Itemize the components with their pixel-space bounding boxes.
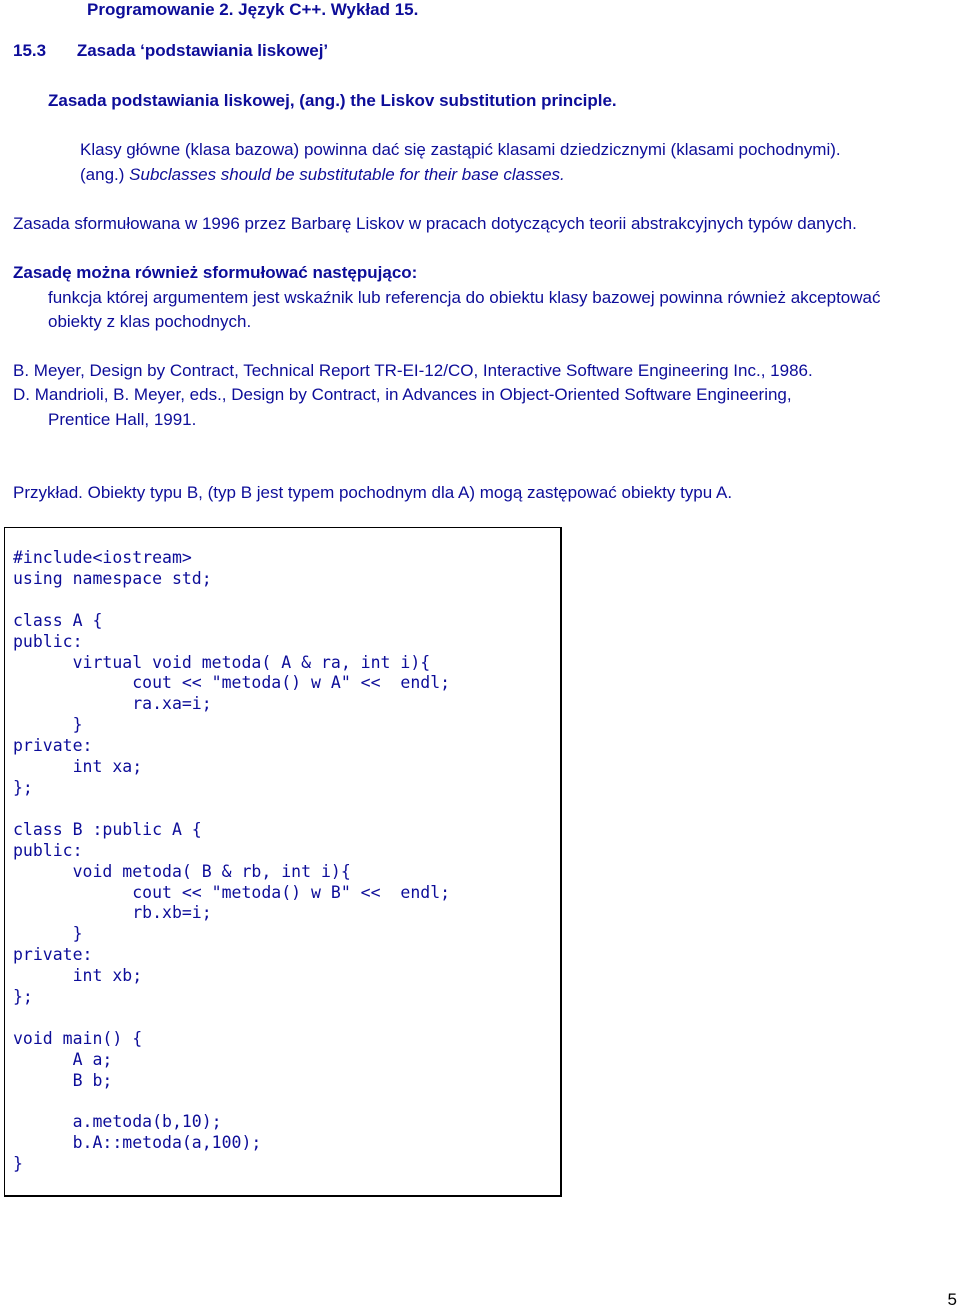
code-line: a.metoda(b,10); — [13, 1112, 222, 1132]
code-line: using namespace std; — [13, 568, 212, 588]
code-line: A a; — [13, 1049, 113, 1069]
code-line: void main() { — [13, 1028, 143, 1048]
principle-subtitle: Zasada podstawiania liskowej, (ang.) the Liskov substitution principle. — [48, 91, 617, 110]
code-listing — [13, 548, 450, 1175]
reference-2-continued: Prentice Hall, 1991. — [48, 410, 197, 429]
code-line: b.A::metoda(a,100); — [13, 1133, 262, 1153]
code-line: }; — [13, 987, 33, 1007]
paragraph-line-2 — [80, 165, 565, 185]
code-line: cout << "metoda() w A" << endl; — [13, 673, 451, 693]
code-line: int xa; — [13, 757, 143, 777]
code-line: public: — [13, 840, 83, 860]
code-line: rb.xb=i; — [13, 903, 212, 923]
example-intro: Przykład. Obiekty typu B, (typ B jest typem pochodnym dla A) mogą zastępować obiekty typu A. — [13, 483, 733, 502]
code-line: } — [13, 924, 83, 944]
ang-prefix: (ang.) — [80, 165, 125, 184]
section-title: Zasada ‘podstawiania liskowej’ — [76, 41, 329, 60]
code-line: void metoda( B & rb, int i){ — [13, 861, 351, 881]
code-line: #include<iostream> — [13, 548, 192, 567]
english-definition: Subclasses should be substitutable for their base classes. — [124, 165, 565, 184]
code-line: class B :public A { — [13, 819, 202, 839]
code-line: class A { — [13, 610, 103, 630]
code-line: int xb; — [13, 966, 143, 986]
page-header-title: Programowanie 2. Język C++. Wykład 15. — [87, 0, 419, 19]
section-heading — [13, 41, 328, 61]
reference-2: D. Mandrioli, B. Meyer, eds., Design by Contract, in Advances in Object-Oriented Software Engineering, — [13, 385, 792, 404]
paragraph-line-3: Zasada sformułowana w 1996 przez Barbarę Liskov w pracach dotyczących teorii abstrakcyjnych typów danych. — [13, 214, 857, 233]
code-line: } — [13, 715, 83, 735]
section-number: 15.3 — [13, 41, 47, 60]
code-line: cout << "metoda() w B" << endl; — [13, 882, 451, 902]
formulation-heading: Zasadę można również sformułować następująco: — [13, 263, 418, 282]
formulation-line-2: obiekty z klas pochodnych. — [48, 312, 252, 331]
reference-1: B. Meyer, Design by Contract, Technical Report TR-EI-12/CO, Interactive Software Engineering Inc., 1986. — [13, 361, 813, 380]
formulation-line-1: funkcja której argumentem jest wskaźnik lub referencja do obiektu klasy bazowej powinna również akceptować — [48, 288, 881, 307]
code-line: ra.xa=i; — [13, 694, 212, 714]
code-line: private: — [13, 736, 93, 756]
code-line: }; — [13, 777, 33, 797]
code-line: virtual void metoda( A & ra, int i){ — [13, 652, 431, 672]
page-number: 5 — [947, 1290, 957, 1309]
paragraph-line-1: Klasy główne (klasa bazowa) powinna dać się zastąpić klasami dziedzicznymi (klasami pochodnymi). — [80, 140, 841, 159]
code-line: public: — [13, 631, 83, 651]
code-line: B b; — [13, 1070, 113, 1090]
code-line: } — [13, 1154, 23, 1174]
code-line: private: — [13, 945, 93, 965]
